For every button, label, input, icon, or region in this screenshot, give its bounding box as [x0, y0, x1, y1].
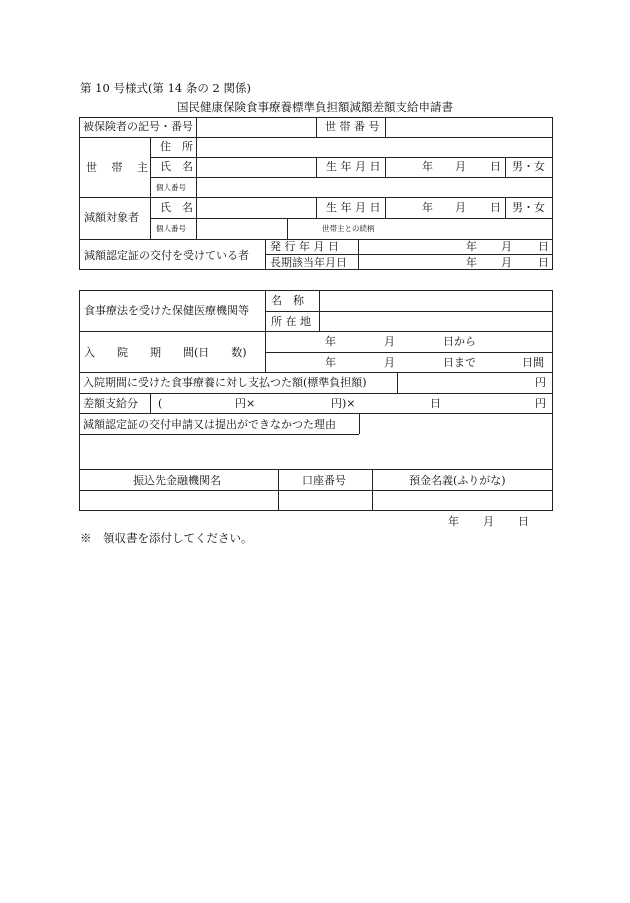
target-label: 減額対象者 [84, 211, 139, 224]
diff-yen: 円 [535, 397, 546, 410]
account-label: 口座番号 [302, 474, 346, 487]
target-name-label: 氏 名 [160, 201, 193, 214]
head-gender: 男・女 [512, 160, 545, 173]
diff-day: 日 [430, 397, 441, 410]
household-no-label: 世 帯 番 号 [325, 120, 380, 133]
hospital-period-label: 入 院 期 間(日 数) [84, 346, 247, 359]
head-id-label: 個人番号 [156, 183, 186, 192]
head-birth-day: 日 [490, 160, 501, 173]
head-birth-label: 生 年 月 日 [326, 160, 381, 173]
holder-label: 預金名義(ふりがな) [409, 474, 506, 487]
diff-yen-x: 円× [235, 397, 256, 410]
paid-yen: 円 [535, 376, 546, 389]
form-title: 国民健康保険食事療養標準負担額減額差額支給申請書 [177, 100, 453, 114]
target-id-label: 個人番号 [156, 224, 186, 233]
cert-holder-label: 減額認定証の交付を受けている者 [84, 249, 249, 262]
target-gender: 男・女 [512, 201, 545, 214]
days-label: 日間 [522, 356, 544, 369]
long-term-year: 年 [466, 256, 477, 269]
address-label: 住 所 [160, 140, 193, 153]
head-label: 世 帯 主 [86, 161, 148, 174]
from-day: 日から [443, 335, 476, 348]
target-birth-label: 生 年 月 日 [326, 201, 381, 214]
issue-day: 日 [538, 240, 549, 253]
long-term-day: 日 [538, 256, 549, 269]
application-day: 日 [518, 515, 529, 528]
receipt-note: ※ 領収書を添付してください。 [80, 531, 253, 545]
until-month: 月 [384, 356, 395, 369]
target-birth-month: 月 [455, 201, 466, 214]
target-birth-day: 日 [490, 201, 501, 214]
application-year: 年 [448, 515, 459, 528]
until-year: 年 [325, 356, 336, 369]
institution-label: 食事療法を受けた保健医療機関等 [84, 304, 249, 317]
diff-label: 差額支給分 [83, 397, 138, 410]
application-month: 月 [483, 515, 494, 528]
head-birth-month: 月 [455, 160, 466, 173]
long-term-date-label: 長期該当年月日 [270, 256, 347, 269]
long-term-month: 月 [501, 256, 512, 269]
from-year: 年 [325, 335, 336, 348]
issue-date-label: 発 行 年 月 日 [270, 240, 339, 253]
diff-paren-open: ( [158, 397, 163, 410]
from-month: 月 [384, 335, 395, 348]
head-birth-year: 年 [422, 160, 433, 173]
target-birth-year: 年 [422, 201, 433, 214]
until-day: 日まで [443, 356, 476, 369]
diff-yen-close-x: 円)× [331, 397, 356, 410]
insured-label: 被保険者の記号・番号 [83, 120, 193, 133]
inst-name-label: 名 称 [271, 294, 304, 307]
bank-label: 振込先金融機関名 [133, 474, 221, 487]
relation-label: 世帯主との続柄 [322, 224, 375, 233]
form-number: 第 10 号様式(第 14 条の 2 関係) [80, 81, 251, 95]
issue-month: 月 [501, 240, 512, 253]
issue-year: 年 [466, 240, 477, 253]
head-name-label: 氏 名 [160, 160, 193, 173]
inst-address-label: 所 在 地 [271, 315, 311, 328]
reason-label: 減額認定証の交付申請又は提出ができなかつた理由 [83, 418, 336, 431]
paid-amount-label: 入院期間に受けた食事療養に対し支払つた額(標準負担額) [83, 376, 367, 389]
